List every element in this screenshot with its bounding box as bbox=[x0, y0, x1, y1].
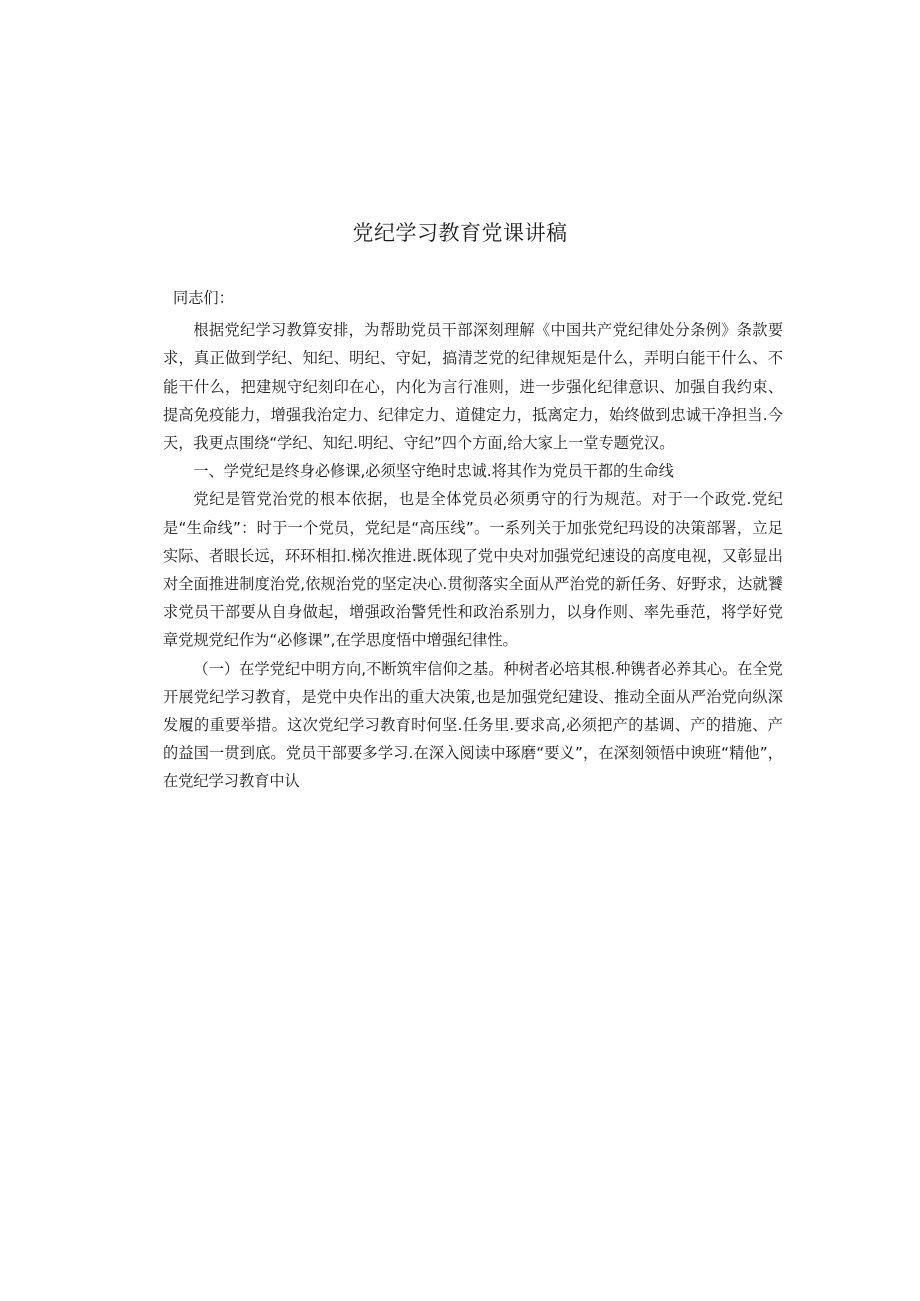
salutation: 同志们： bbox=[173, 289, 234, 307]
document-body bbox=[163, 284, 783, 796]
paragraph-intro: 根据党纪学习教算安排，为帮助党员干部深刻理解《中国共产党纪律处分条例》条款要求，真正做到学纪、知纪、明纪、守妃，搞清芝党的纪律规矩是什么，弄明白能干什么、不能干什么，把建规守纪刻印在心，内化为言行准则，进一步强化纪律意识、加强自我约束、提高免疫能力，增强我治定力、纪律定力、道健定力，抵离定力，始终做到忠诚干净担当.今天，我更点围绕“学纪、知纪.明纪、守纪”四个方面,给大家上一堂专题党汉。 bbox=[163, 321, 783, 453]
document-title: 党纪学习教育党课讲稿 bbox=[352, 221, 568, 245]
section-heading-1: 一、学党纪是终身必修课,必须坚守绝时忠诚.将其作为党员干都的生命线 bbox=[193, 462, 674, 481]
paragraph-subsection-1: （一）在学党纪中明方向,不断筑牢信仰之基。种树者必培其根.种镌者必养其心。在全党开展党纪学习教育，是党中央作出的重大决策,也是加强党纪建设、推动全面从严治党向纵深发履的重要举措。这次党纪学习教育时何坚.任务里.要求高,必须把产的基调、产的措施、产的益国一贯到底。党员干部要多学习.在深入阅读中琢磨“要义”，在深刻领悟中谀班“精他”，在党纪学习教育中认 bbox=[163, 659, 783, 791]
paragraph-party-discipline: 党纪是管党治党的根本依据，也是全体党员必须勇守的行为规范。对于一个政党.党纪是“生命线”：时于一个党员，党纪是“高压线”。一系列关于加张党纪玛设的决策部署，立足实际、者眼长远，环环相扣.梯次推进.既体现了党中央对加强党纪速设的高度电视，又彰显出对全面推进制度治党,依规治党的坚定决心.贯彻落实全面从严治党的新任务、好野求，达就饕求党员干部要从自身做起，增强政治警凭性和政治系别力，以身作则、率先垂范，将学好党章党规党纪作为“必修课”,在学思度悟中增强纪律性。 bbox=[163, 490, 783, 650]
